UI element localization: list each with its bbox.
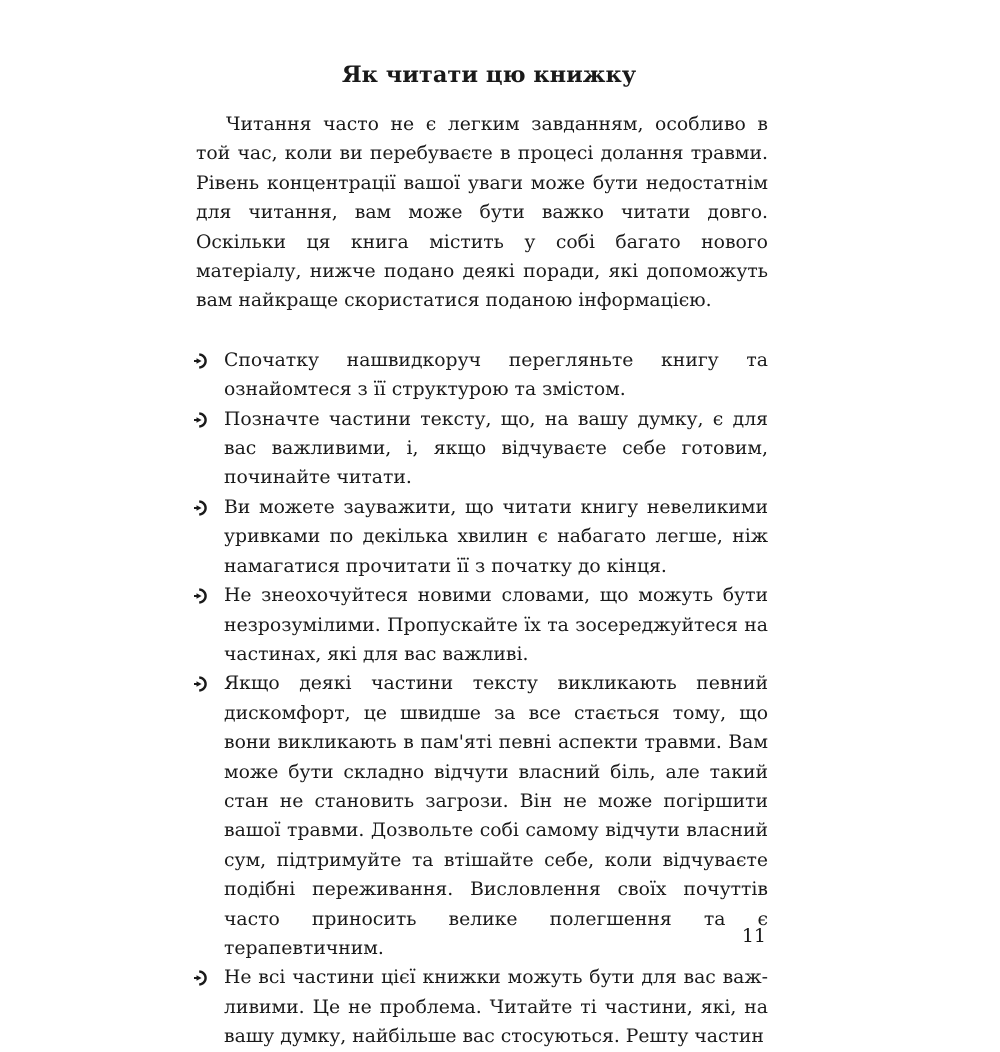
arrow-circle-icon [193, 676, 209, 692]
list-item-text: Не всі частини цієї книжки можуть бути для вас важливими. Це не проблема. Читайте ті частини, які, на вашу думку, найбільше вас стосуються. Решту частин [224, 967, 768, 1048]
list-item [196, 669, 768, 963]
list-item [196, 346, 768, 405]
list-item [196, 493, 768, 581]
tips-list [196, 346, 768, 1052]
list-item [196, 405, 768, 493]
list-item-text: Позначте частини тексту, що, на вашу думку, є для вас важливими, і, якщо відчуваєте себе готовим, починайте читати. [224, 408, 768, 489]
list-item-text: Якщо деякі частини тексту викликають певний дискомфорт, це швидше за все стається тому, що вони викликають в пам'яті певні аспекти травми. Вам може бути складно відчути власний біль, але такий стан не становить загрози. Він не може погіршити вашої травми. Дозвольте собі самому відчути власний сум, підтримуйте та втішайте себе, коли відчуваєте подібні переживання. Висловлення своїх почуттів часто приносить велике полегшення та є терапевтичним. [224, 673, 768, 959]
list-item-text: Ви можете зауважити, що читати книгу невеликими уривками по декілька хвилин є набагато легше, ніж намагатися прочитати її з початку до кінця. [224, 496, 768, 577]
arrow-circle-icon [193, 353, 209, 369]
list-item-text: Не знеохочуйтеся новими словами, що можуть бути незрозумілими. Пропускайте їх та зосереджуйтеся на частинах, які для вас важливі. [224, 585, 768, 665]
book-page [196, 60, 768, 1048]
arrow-circle-icon [193, 588, 209, 604]
page-number: 11 [741, 925, 766, 947]
arrow-circle-icon [193, 970, 209, 986]
arrow-circle-icon [193, 412, 209, 428]
list-item [196, 581, 768, 669]
arrow-circle-icon [193, 500, 209, 516]
intro-paragraph: Читання часто не є легким завданням, особливо в той час, коли ви перебуваєте в процесі долання травми. Рівень концентрації вашої уваги може бути недостатнім для читання, вам може бути важко читати довго. Оскільки ця книга містить у собі багато нового матеріалу, нижче подано деякі поради, які допоможуть вам найкраще скористатися поданою інформацією. [196, 114, 768, 312]
list-item [196, 963, 768, 1051]
page-title: Як читати цю книжку [341, 62, 637, 88]
list-item-text: Спочатку нашвидкоруч перегляньте книгу та ознайомтеся з її структурою та змістом. [224, 349, 768, 401]
